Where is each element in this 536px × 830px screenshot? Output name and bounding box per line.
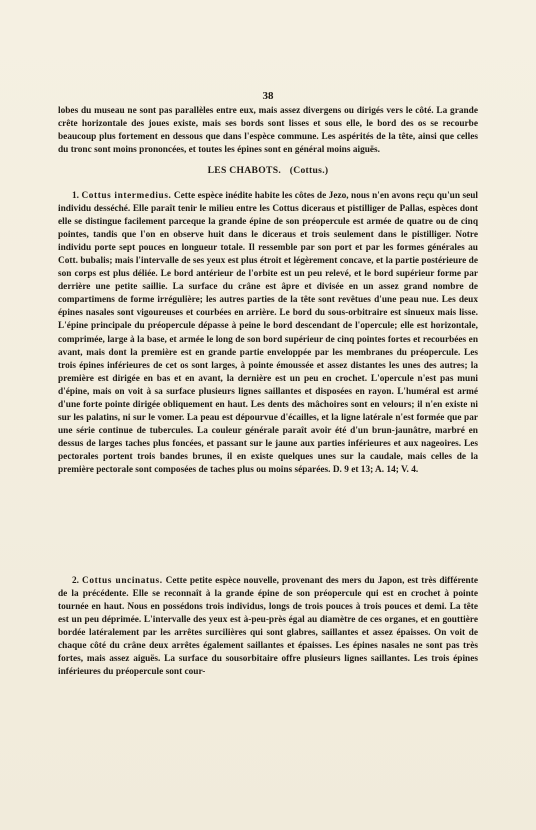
section-title	[0, 165, 536, 176]
entry-number: 2.	[72, 576, 79, 586]
section-subheading: (Cottus.)	[289, 165, 329, 176]
entry-text: Cette petite espèce nouvelle, provenant des mers du Japon, est très différente de la précédente. Elle se reconnaît à la grande épine de son préopercule qui est en crochet à pointe tournée en haut. Nous en possédons trois individus, longs de trois pouces à trois pouces et demi. La tête est un peu déprimée. L'intervalle des yeux est à-peu-près égal au diamètre de ces organes, et en gouttière bordée latéralement par les arrêtes surcilières qui sont glabres, saillantes et assez épaisses. On voit de chaque côté du crâne deux arrêtes également saillantes et épaisses. Les épines nasales ne sont pas très fortes, mais assez aiguës. La surface du sousorbitaire offre plusieurs lignes saillantes. Les trois épines inférieures du préopercule sont cour-	[58, 576, 478, 678]
entry-number: 1.	[72, 191, 79, 201]
section-heading: LES CHABOTS.	[207, 165, 282, 176]
entry-text: Cette espèce inédite habite les côtes de Jezo, nous n'en avons reçu qu'un seul individu desséché. Elle paraît tenir le milieu entre les Cottus diceraus et pistilliger de Pallas, espèces dont elle se distingue facilement parceque la grande épine de son préopercule est armée de quatre ou de cinq pointes, tandis que l'on en observe huit dans le diceraus et trois seulement dans le pistilliger. Notre individu porte sept pouces en longueur totale. Il ressemble par son port et par les formes générales au Cott. bubalis; mais l'intervalle de ses yeux est plus étroit et légèrement concave, et la partie postérieure de son corps est plus déliée. Le bord antérieur de l'orbite est un peu relevé, et le bord supérieur forme par derrière une petite saillie. La surface du crâne est âpre et divisée en un assez grand nombre de compartimens de forme irrégulière; les autres parties de la tête sont revêtues d'une peau nue. Les deux épines nasales sont vigoureuses et courbées en arrière. Le bord du sous-orbitraire est sinueux mais lisse. L'épine principale du préopercule dépasse à peine le bord descendant de l'opercule; elle est horizontale, comprimée, large à la base, et armée le long de son bord supérieur de cinq pointes fortes et recourbées en avant, mais dont la première est en grande partie enveloppée par les membranes du préopercule. Les trois épines inférieures de cet os sont larges, à pointe émoussée et assez distantes les unes des autres; la première est dirigée en bas et en avant, la dernière est un peu en crochet. L'opercule n'est pas muni d'épine, mais on voit à sa surface plusieurs lignes saillantes et disposées en rayon. L'huméral est armé d'une forte pointe dirigée obliquement en haut. Les dents des mâchoires sont en velours; il n'en existe ni sur les palatins, ni sur le vomer. La peau est dépourvue d'écailles, et la ligne latérale n'est formée que par une série continue de tubercules. La couleur générale paraît avoir été d'un brun-jaunâtre, marbré en dessus de larges taches plus foncées, et passant sur le jaune aux parties inférieures et aux nageoires. Les pectorales portent trois bandes brunes, il en existe quelques unes sur la caudale, mais celles de la première pectorale sont composées de taches plus ou moins séparées. D. 9 et 13; A. 14; V. 4.	[58, 191, 479, 475]
intro-text: lobes du museau ne sont pas parallèles entre eux, mais assez divergens ou dirigés vers le côté. La grande crête horizontale des joues existe, mais ses bords sont lisses et sous elle, le bord des os se recourbe beaucoup plus fortement en dessous que dans l'espèce commune. Les aspérités de la tête, ainsi que celles du tronc sont moins prononcées, et toutes les épines sont en général moins aiguës.	[58, 106, 478, 156]
page-number: 38	[262, 90, 274, 102]
species-entry	[58, 190, 478, 477]
species-entry	[58, 575, 478, 679]
species-name: Cottus uncinatus.	[82, 576, 163, 586]
species-name: Cottus intermedius.	[81, 191, 172, 201]
intro-paragraph	[58, 105, 478, 157]
